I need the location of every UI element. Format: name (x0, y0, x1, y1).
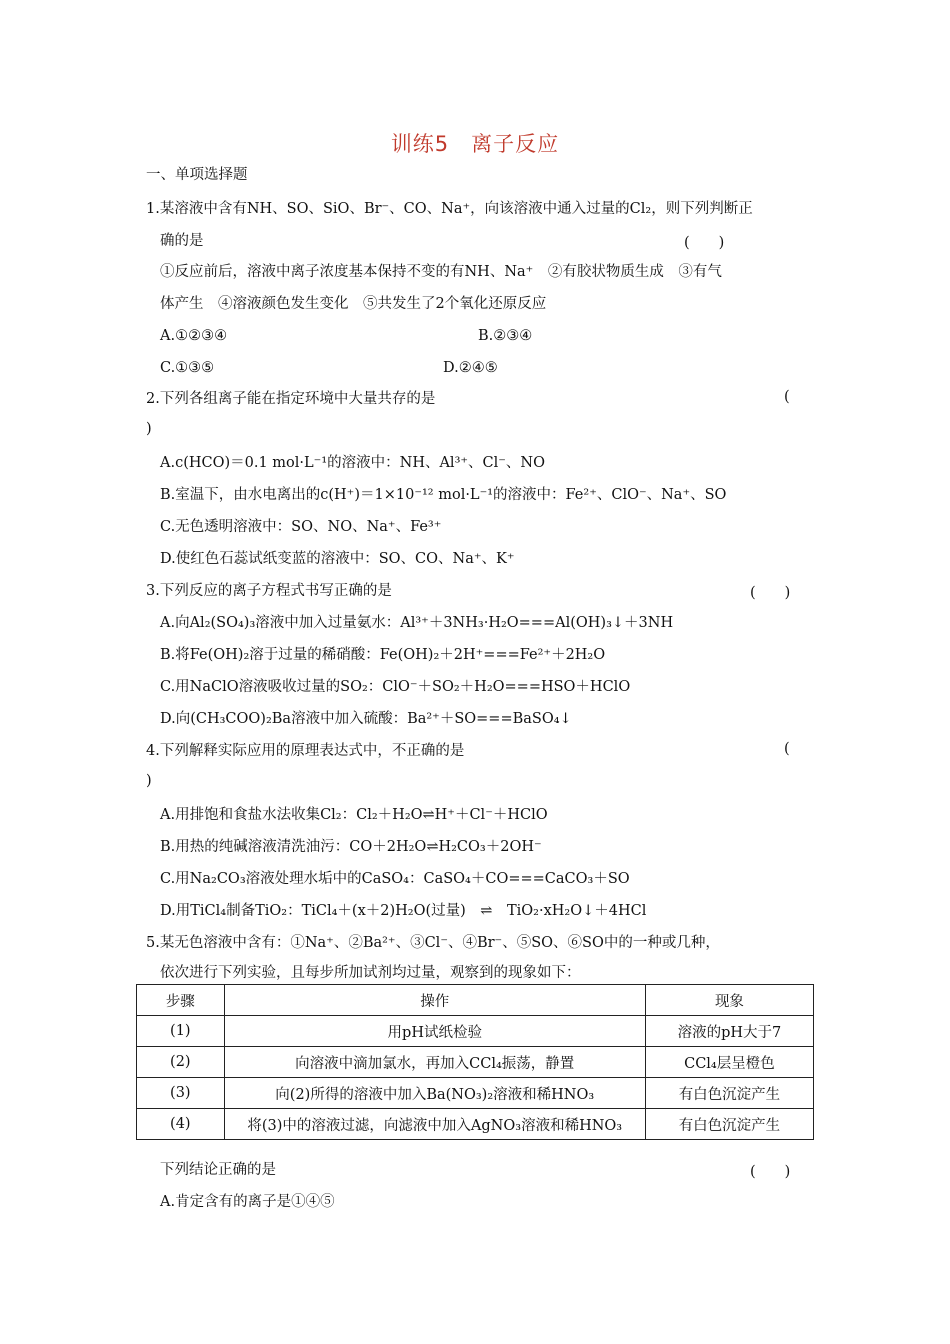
table-header-row (137, 985, 814, 1016)
q4-option-a: A.用排饱和食盐水法收集Cl₂：Cl₂＋H₂O⇌H⁺＋Cl⁻＋HClO (160, 807, 548, 823)
q1-option-a: A.①②③④ (160, 328, 228, 344)
table-cell: CCl₄层呈橙色 (645, 1047, 813, 1078)
table-cell: (1) (137, 1016, 225, 1047)
q1-answer-paren: ( ) (684, 235, 725, 251)
q1-option-d: D.②④⑤ (443, 360, 498, 376)
q5-option-a: A.肯定含有的离子是①④⑤ (160, 1194, 335, 1210)
table-cell: 向(2)所得的溶液中加入Ba(NO₃)₂溶液和稀HNO₃ (224, 1078, 645, 1109)
q4-option-d: D.用TiCl₄制备TiO₂：TiCl₄＋(x＋2)H₂O(过量) ⇌ TiO₂·xH₂O↓＋4HCl (160, 903, 647, 919)
q3-option-a: A.向Al₂(SO₄)₃溶液中加入过量氨水：Al³⁺＋3NH₃·H₂O===Al(OH)₃↓＋3NH (160, 615, 674, 631)
table-cell: (3) (137, 1078, 225, 1109)
table-cell: 有白色沉淀产生 (645, 1078, 813, 1109)
q3-option-c: C.用NaClO溶液吸收过量的SO₂：ClO⁻＋SO₂＋H₂O===HSO＋HClO (160, 679, 631, 695)
q2-option-c: C.无色透明溶液中：SO、NO、Na⁺、Fe³⁺ (160, 519, 442, 535)
page-title: 训练5 离子反应 (390, 132, 560, 156)
table-row (137, 1016, 814, 1047)
q1-info: ①反应前后，溶液中离子浓度基本保持不变的有NH、Na⁺ ②有胶状物质生成 ③有气 (160, 264, 722, 280)
q2-paren-open: ( (784, 389, 790, 405)
table-cell: (2) (137, 1047, 225, 1078)
q2-option-d: D.使红色石蕊试纸变蓝的溶液中：SO、CO、Na⁺、K⁺ (160, 551, 515, 567)
q1-stem: 1.某溶液中含有NH、SO、SiO、Br⁻、CO、Na⁺，向该溶液中通入过量的Cl₂，则下列判断正 (146, 201, 753, 217)
table-row (137, 1078, 814, 1109)
q5-conclusion: 下列结论正确的是 (160, 1162, 276, 1178)
q3-answer-paren: ( ) (750, 585, 791, 601)
q1-info-cont: 体产生 ④溶液颜色发生变化 ⑤共发生了2个氧化还原反应 (160, 296, 547, 312)
q1-option-c: C.①③⑤ (160, 360, 215, 376)
q2-paren-close: ) (146, 421, 152, 437)
experiment-table (136, 984, 814, 1140)
section-heading: 一、单项选择题 (146, 167, 248, 183)
table-header: 步骤 (137, 985, 225, 1016)
table-header: 操作 (224, 985, 645, 1016)
table-cell: 将(3)中的溶液过滤，向滤液中加入AgNO₃溶液和稀HNO₃ (224, 1109, 645, 1140)
q4-paren-open: ( (784, 741, 790, 757)
table-cell: 用pH试纸检验 (224, 1016, 645, 1047)
q5-stem: 5.某无色溶液中含有：①Na⁺、②Ba²⁺、③Cl⁻、④Br⁻、⑤SO、⑥SO中的一种或几种， (146, 935, 720, 951)
table-row (137, 1109, 814, 1140)
q3-option-d: D.向(CH₃COO)₂Ba溶液中加入硫酸：Ba²⁺＋SO===BaSO₄↓ (160, 711, 572, 727)
q3-option-b: B.将Fe(OH)₂溶于过量的稀硝酸：Fe(OH)₂＋2H⁺===Fe²⁺＋2H₂O (160, 647, 606, 663)
q3-stem: 3.下列反应的离子方程式书写正确的是 (146, 583, 392, 599)
q1-stem-cont: 确的是 (160, 233, 204, 249)
table-cell: 溶液的pH大于7 (645, 1016, 813, 1047)
table-row (137, 1047, 814, 1078)
q4-paren-close: ) (146, 773, 152, 789)
q2-option-a: A.c(HCO)＝0.1 mol·L⁻¹的溶液中：NH、Al³⁺、Cl⁻、NO (160, 455, 545, 471)
table-cell: 有白色沉淀产生 (645, 1109, 813, 1140)
q5-answer-paren: ( ) (750, 1164, 791, 1180)
table-header: 现象 (645, 985, 813, 1016)
q1-option-b: B.②③④ (478, 328, 533, 344)
q4-option-b: B.用热的纯碱溶液清洗油污：CO＋2H₂O⇌H₂CO₃＋2OH⁻ (160, 839, 542, 855)
q5-stem-cont: 依次进行下列实验，且每步所加试剂均过量，观察到的现象如下： (160, 965, 581, 981)
q4-option-c: C.用Na₂CO₃溶液处理水垢中的CaSO₄：CaSO₄＋CO===CaCO₃＋SO (160, 871, 630, 887)
q4-stem: 4.下列解释实际应用的原理表达式中，不正确的是 (146, 743, 465, 759)
q2-stem: 2.下列各组离子能在指定环境中大量共存的是 (146, 391, 436, 407)
table-cell: (4) (137, 1109, 225, 1140)
q2-option-b: B.室温下，由水电离出的c(H⁺)＝1×10⁻¹² mol·L⁻¹的溶液中：Fe²⁺、ClO⁻、Na⁺、SO (160, 487, 727, 503)
table-cell: 向溶液中滴加氯水，再加入CCl₄振荡，静置 (224, 1047, 645, 1078)
